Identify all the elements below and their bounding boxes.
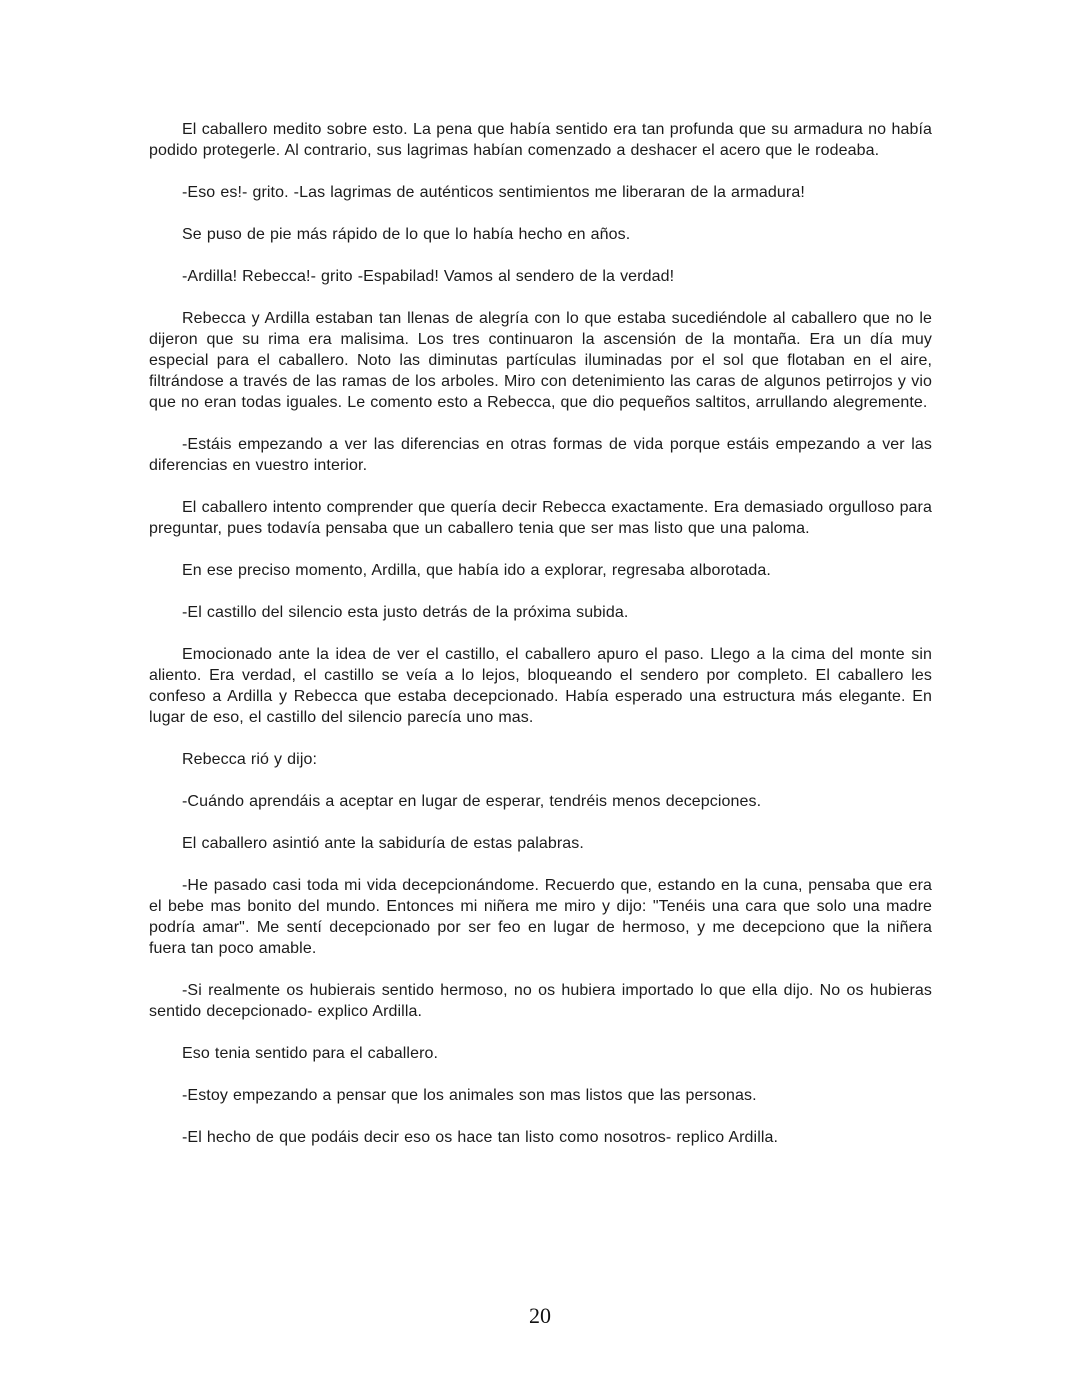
paragraph: -He pasado casi toda mi vida decepcionándome. Recuerdo que, estando en la cuna, pensaba que era el bebe mas bonito del mundo. Entonces mi niñera me miro y dijo: "Tenéis una cara que solo una madre podría amar". Me sentí decepcionado por ser feo en lugar de hermoso, y me decepciono que la niñera fuera tan poco amable. (149, 877, 932, 957)
paragraph: -El castillo del silencio esta justo detrás de la próxima subida. (182, 604, 629, 621)
paragraph: Eso tenia sentido para el caballero. (182, 1045, 439, 1062)
paragraph: -Estoy empezando a pensar que los animales son mas listos que las personas. (182, 1087, 757, 1104)
paragraph: -Cuándo aprendáis a aceptar en lugar de esperar, tendréis menos decepciones. (182, 793, 762, 810)
page-number: 20 (529, 1303, 551, 1328)
paragraph: Rebecca rió y dijo: (182, 751, 318, 768)
paragraph: El caballero intento comprender que quería decir Rebecca exactamente. Era demasiado orgulloso para preguntar, pues todavía pensaba que un caballero tenia que ser mas listo que una paloma. (149, 499, 932, 537)
text-block (149, 119, 932, 1169)
paragraph: En ese preciso momento, Ardilla, que había ido a explorar, regresaba alborotada. (182, 562, 771, 579)
paragraph: Rebecca y Ardilla estaban tan llenas de alegría con lo que estaba sucediéndole al caballero que no le dijeron que su rima era malisima. Los tres continuaron la ascensión de la montaña. Era un día muy especial para el caballero. Noto las diminutas partículas iluminadas por el sol que flotaban en el aire, filtrándose a través de las ramas de los arboles. Miro con detenimiento las caras de algunos petirrojos y vio que no eran todas iguales. Le comento esto a Rebecca, que dio pequeños saltitos, arrullando alegremente. (149, 310, 932, 411)
paragraph: Emocionado ante la idea de ver el castillo, el caballero apuro el paso. Llego a la cima del monte sin aliento. Era verdad, el castillo se veía a lo lejos, bloqueando el sendero por completo. El caballero les confeso a Ardilla y Rebecca que estaba decepcionado. Había esperado una estructura más elegante. En lugar de eso, el castillo del silencio parecía uno mas. (149, 646, 932, 726)
paragraph: -Eso es!- grito. -Las lagrimas de auténticos sentimientos me liberaran de la armadura! (182, 184, 805, 201)
paragraph: -Estáis empezando a ver las diferencias en otras formas de vida porque estáis empezando a ver las diferencias en vuestro interior. (149, 436, 932, 474)
paragraph: -El hecho de que podáis decir eso os hace tan listo como nosotros- replico Ardilla. (182, 1129, 779, 1146)
paragraph: Se puso de pie más rápido de lo que lo había hecho en años. (182, 226, 631, 243)
paragraph: -Ardilla! Rebecca!- grito -Espabilad! Vamos al sendero de la verdad! (182, 268, 675, 285)
paragraph: -Si realmente os hubierais sentido hermoso, no os hubiera importado lo que ella dijo. No os hubieras sentido decepcionado- explico Ardilla. (149, 982, 932, 1020)
paragraph: El caballero medito sobre esto. La pena que había sentido era tan profunda que su armadura no había podido protegerle. Al contrario, sus lagrimas habían comenzado a deshacer el acero que le rodeaba. (149, 121, 932, 159)
paragraph: El caballero asintió ante la sabiduría de estas palabras. (182, 835, 584, 852)
